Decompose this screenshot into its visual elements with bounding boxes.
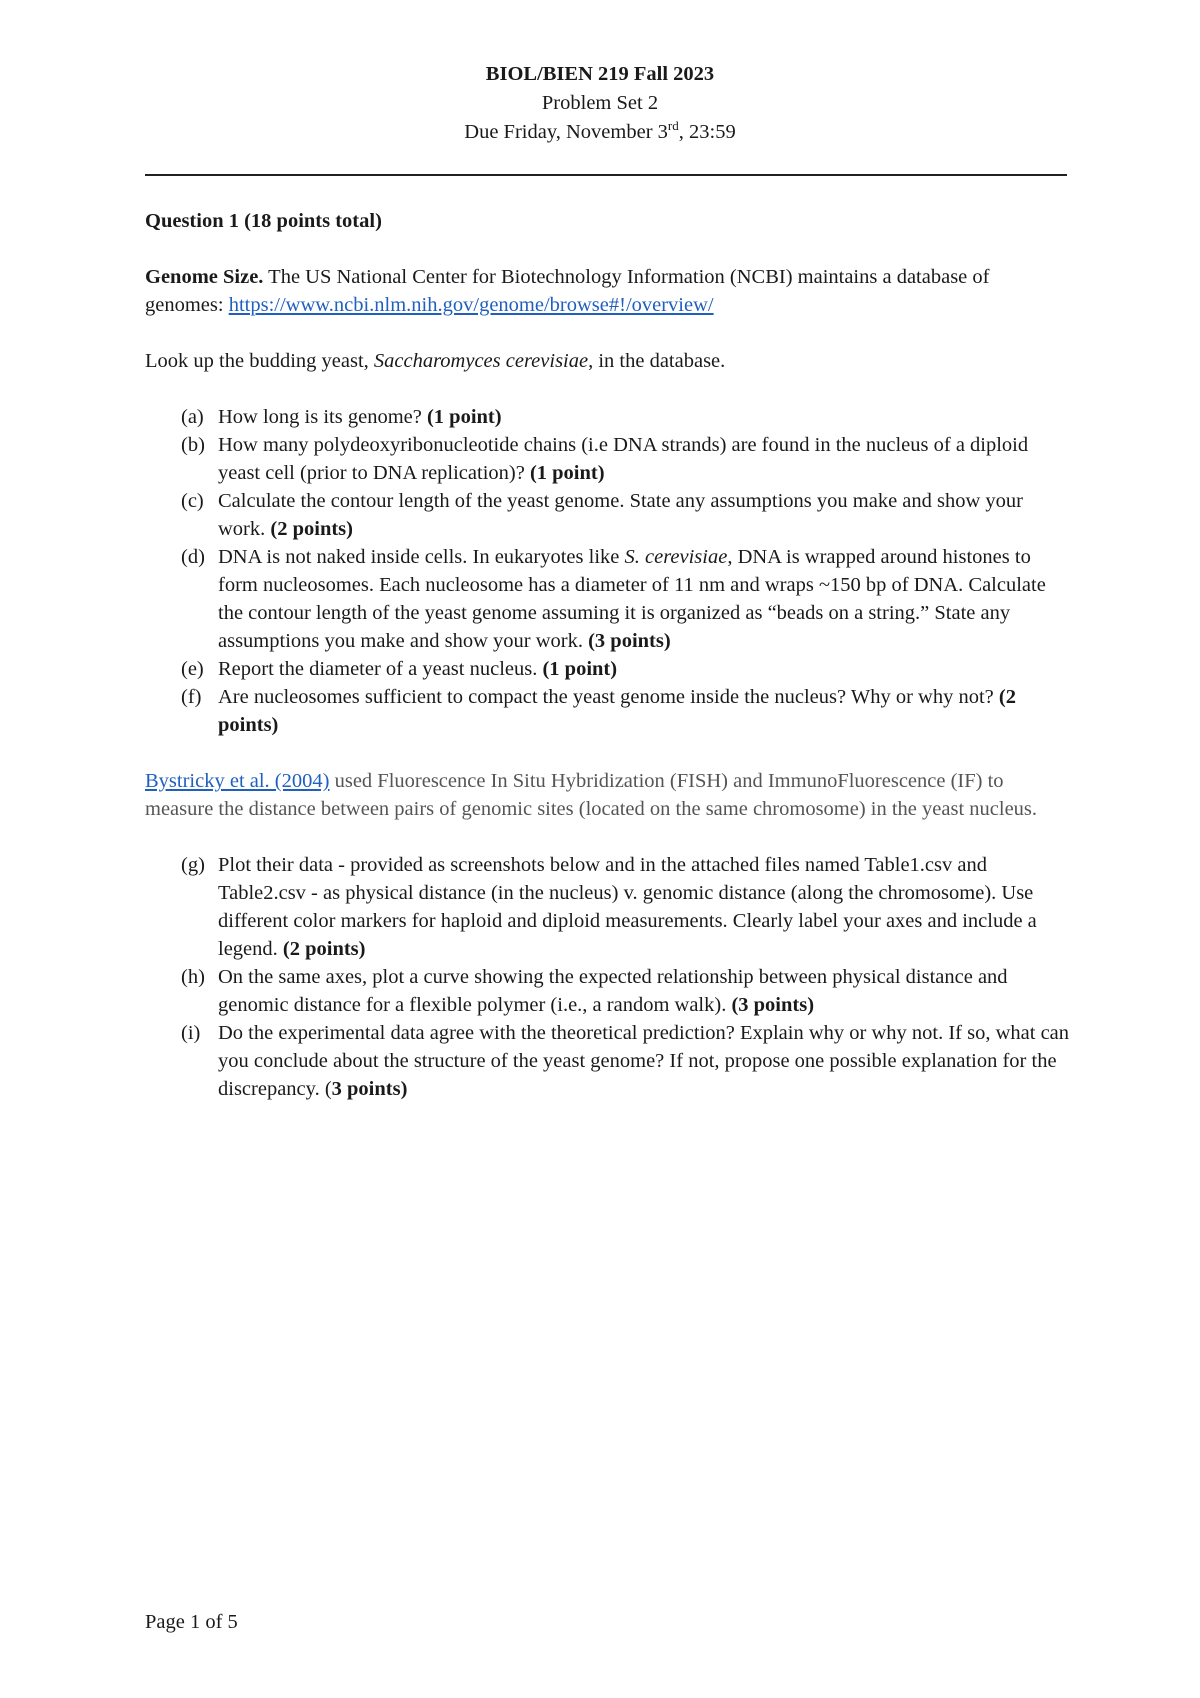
question-title: Question 1 (18 points total): [145, 210, 382, 232]
question-1: [145, 207, 1070, 1103]
parts-list-a-f: [145, 403, 1070, 739]
bystricky-link[interactable]: Bystricky et al. (2004): [145, 770, 330, 792]
part-e: (e) Report the diameter of a yeast nucleus. (1 point): [181, 658, 618, 680]
part-c: (c) Calculate the contour length of the yeast genome. State any assumptions you make and show your work. (2 points): [181, 490, 1024, 540]
part-h: (h) On the same axes, plot a curve showing the expected relationship between physical distance and genomic distance for a flexible polymer (i.e., a random walk). (3 points): [181, 966, 1008, 1016]
part-a: (a) How long is its genome? (1 point): [181, 406, 502, 428]
part-b: (b) How many polydeoxyribonucleotide chains (i.e DNA strands) are found in the nucleus of a diploid yeast cell (prior to DNA replication)? (1 point): [181, 434, 1029, 484]
problem-set-title: Problem Set 2: [541, 92, 659, 114]
part-g: (g) Plot their data - provided as screenshots below and in the attached files named Table1.csv and Table2.csv - as physical distance (in the nucleus) v. genomic distance (along the chromosome). Use different color markers for haploid and diploid measurements. Clearly label your axes and include a legend. (2 points): [181, 854, 1037, 960]
document-header: [0, 60, 1200, 147]
bystricky-paragraph: Bystricky et al. (2004) used Fluorescence In Situ Hybridization (FISH) and ImmunoFluorescence (IF) to measure the distance between pairs of genomic sites (located on the same chromosome) in the yeast nucleus.: [145, 770, 1038, 820]
intro-paragraph: Genome Size. The US National Center for Biotechnology Information (NCBI) maintains a database of genomes: https://www.ncbi.nlm.nih.gov/genome/browse#!/overview/: [145, 266, 990, 316]
page-number: Page 1 of 5: [145, 1611, 238, 1633]
lookup-paragraph: Look up the budding yeast, Saccharomyces cerevisiae, in the database.: [145, 350, 726, 372]
course-title: BIOL/BIEN 219 Fall 2023: [485, 63, 715, 85]
due-date: Due Friday, November 3rd, 23:59: [464, 118, 736, 143]
header-divider: [145, 174, 1067, 176]
ncbi-link[interactable]: https://www.ncbi.nlm.nih.gov/genome/browse#!/overview/: [228, 294, 714, 316]
parts-list-g-i: [145, 851, 1070, 1103]
part-i: (i) Do the experimental data agree with the theoretical prediction? Explain why or why not. If so, what can you conclude about the structure of the yeast genome? If not, propose one possible explanation for the discrepancy. (3 points): [181, 1022, 1070, 1100]
part-d: (d) DNA is not naked inside cells. In eukaryotes like S. cerevisiae, DNA is wrapped around histones to form nucleosomes. Each nucleosome has a diameter of 11 nm and wraps ~150 bp of DNA. Calculate the contour length of the yeast genome assuming it is organized as “beads on a string.” State any assumptions you make and show your work. (3 points): [181, 546, 1046, 652]
part-f: (f) Are nucleosomes sufficient to compact the yeast genome inside the nucleus? Why or why not? (2 points): [181, 686, 1016, 736]
